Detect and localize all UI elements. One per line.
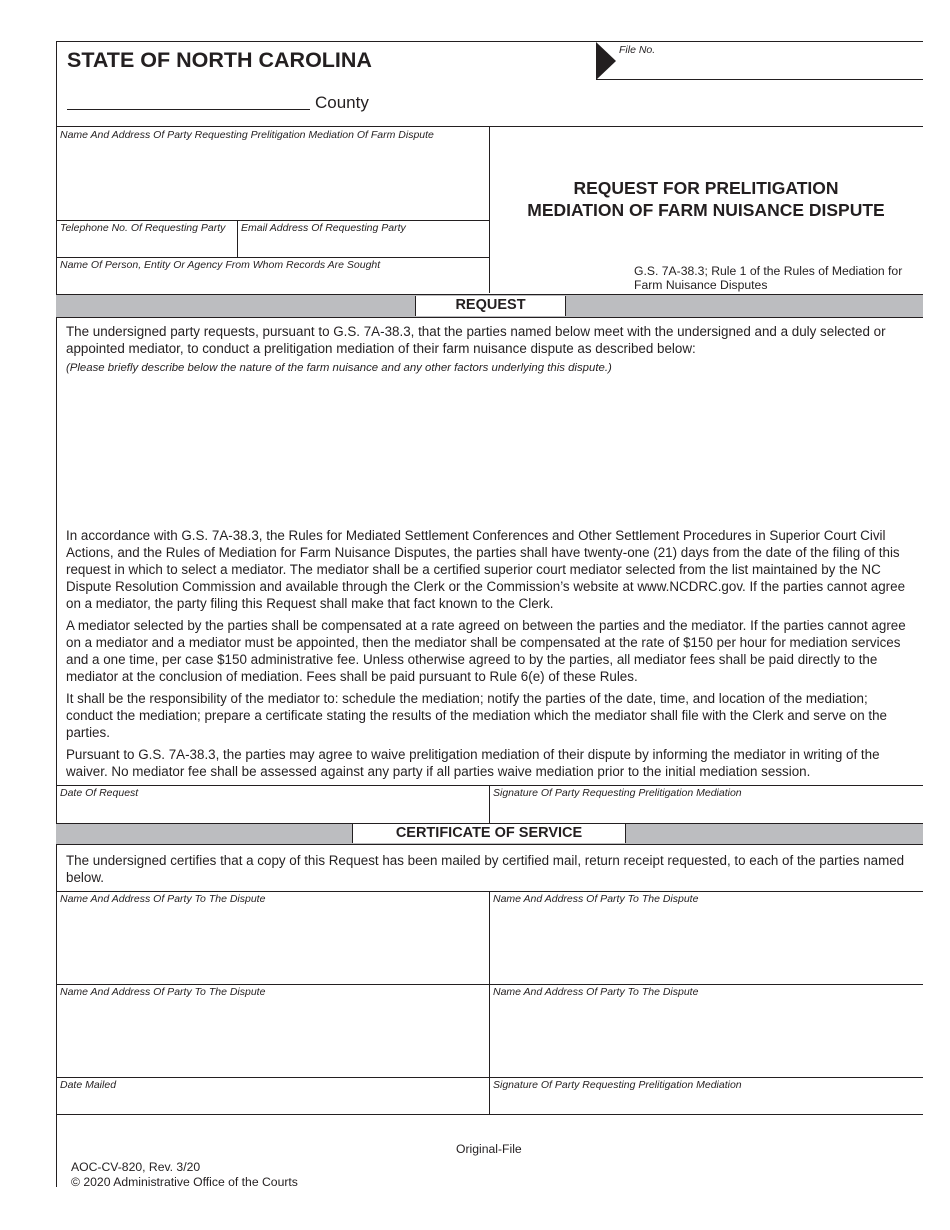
contact-row-top-rule xyxy=(56,220,489,221)
statute-reference-line-2: Farm Nuisance Disputes xyxy=(634,278,768,292)
state-heading: STATE OF NORTH CAROLINA xyxy=(67,48,372,72)
file-number-top-rule xyxy=(601,41,923,42)
parties-middle-rule xyxy=(56,984,923,985)
date-of-request-label: Date Of Request xyxy=(60,787,139,799)
mailed-row-top-rule xyxy=(56,1077,923,1078)
certificate-signature-label: Signature Of Party Requesting Prelitigation Mediation xyxy=(493,1079,742,1091)
file-number-label: File No. xyxy=(619,44,656,56)
request-signature-field[interactable] xyxy=(491,800,921,822)
certificate-signature-field[interactable] xyxy=(491,1092,921,1113)
date-of-request-field[interactable] xyxy=(58,800,488,822)
distribution-note: Original-File xyxy=(456,1142,522,1156)
requesting-party-name-address-label: Name And Address Of Party Requesting Prelitigation Mediation Of Farm Dispute xyxy=(60,129,434,141)
county-underline xyxy=(67,109,310,110)
certificate-intro: The undersigned certifies that a copy of this Request has been mailed by certified mail, return receipt requested, to each of the parties named below. xyxy=(66,853,905,885)
telephone-field[interactable] xyxy=(58,236,236,256)
requesting-party-name-address-field[interactable] xyxy=(58,142,488,219)
file-number-arrow-icon xyxy=(596,42,616,80)
date-mailed-label: Date Mailed xyxy=(60,1079,117,1091)
mediator-selection-paragraph: In accordance with G.S. 7A-38.3, the Rules for Mediated Settlement Conferences and Other Settlement Procedures in Superior Court Civil Actions, and the Rules of Mediation for Farm Nuisance Disputes, the parties shall have twenty-one (21) days from the date of the filing of this request in which to select a mediator. The mediator shall be a certified superior court mediator selected from the list maintained by the NC Dispute Resolution Commission and available through the Clerk or the Commission’s website at www.NCDRC.gov. If the parties cannot agree on a mediator, the party filing this Request shall make that fact known to the Clerk. xyxy=(66,528,906,611)
email-label: Email Address Of Requesting Party xyxy=(241,222,406,234)
statute-reference xyxy=(634,264,902,292)
party-1-label: Name And Address Of Party To The Dispute xyxy=(60,893,266,905)
statute-reference-line-1: G.S. 7A-38.3; Rule 1 of the Rules of Mediation for xyxy=(634,264,903,278)
request-intro: The undersigned party requests, pursuant to G.S. 7A-38.3, that the parties named below meet with the undersigned and a duly selected or appointed mediator, to conduct a prelitigation mediation of their farm nuisance dispute as described below: xyxy=(66,324,886,356)
party-2-field[interactable] xyxy=(491,906,921,983)
file-number-underline xyxy=(596,79,923,80)
mediator-compensation-paragraph: A mediator selected by the parties shall be compensated at a rate agreed on between the parties and the mediator. If the parties cannot agree on a mediator and a mediator must be appointed, then the mediator shall be compensated at the rate of $150 per hour for mediation services and a one time, per case $150 administrative fee. Unless otherwise agreed to by the parties, all mediator fees shall be paid directly to the mediator at the conclusion of mediation. Fees shall be paid pursuant to Rule 6(e) of these Rules. xyxy=(66,618,906,684)
request-signature-label: Signature Of Party Requesting Prelitigation Mediation xyxy=(493,787,742,799)
request-signature-row-divider xyxy=(489,785,490,823)
mediator-responsibility-paragraph: It shall be the responsibility of the mediator to: schedule the mediation; notify the parties of the date, time, and location of the mediation; conduct the mediation; prepare a certificate stating the results of the mediation which the mediator shall file with the Clerk and serve on the parties. xyxy=(66,691,887,740)
copyright-notice: © 2020 Administrative Office of the Courts xyxy=(71,1175,298,1189)
party-4-field[interactable] xyxy=(491,999,921,1076)
county-field[interactable] xyxy=(67,88,310,109)
form-title-line-2: MEDIATION OF FARM NUISANCE DISPUTE xyxy=(527,200,885,220)
form-title xyxy=(490,177,922,221)
frame-left-rule xyxy=(56,41,57,1187)
dispute-description-field[interactable] xyxy=(60,380,920,522)
form-title-line-1: REQUEST FOR PRELITIGATION xyxy=(573,178,839,198)
certificate-heading: CERTIFICATE OF SERVICE xyxy=(352,824,626,843)
date-mailed-field[interactable] xyxy=(58,1092,488,1113)
telephone-label: Telephone No. Of Requesting Party xyxy=(60,222,226,234)
records-source-field[interactable] xyxy=(58,272,488,292)
records-row-top-rule xyxy=(56,257,489,258)
request-heading: REQUEST xyxy=(415,296,566,316)
request-instruction: (Please briefly describe below the nature of the farm nuisance and any other factors underlying this dispute.) xyxy=(66,362,612,374)
party-3-field[interactable] xyxy=(58,999,488,1076)
frame-top-rule xyxy=(56,41,601,42)
form-number: AOC-CV-820, Rev. 3/20 xyxy=(71,1160,201,1174)
party-4-label: Name And Address Of Party To The Dispute xyxy=(493,986,699,998)
contact-row-divider xyxy=(237,220,238,257)
party-2-label: Name And Address Of Party To The Dispute xyxy=(493,893,699,905)
waiver-paragraph: Pursuant to G.S. 7A-38.3, the parties may agree to waive prelitigation mediation of their dispute by informing the mediator in writing of the waiver. No mediator fee shall be assessed against any party if all parties waive mediation prior to the initial mediation session. xyxy=(66,747,880,779)
party-1-field[interactable] xyxy=(58,906,488,983)
party-3-label: Name And Address Of Party To The Dispute xyxy=(60,986,266,998)
parties-divider xyxy=(489,891,490,1114)
mailed-row-bottom-rule xyxy=(56,1114,923,1115)
email-field[interactable] xyxy=(239,236,488,256)
records-source-label: Name Of Person, Entity Or Agency From Whom Records Are Sought xyxy=(60,259,381,271)
county-label: County xyxy=(315,93,369,112)
file-number-field[interactable] xyxy=(619,56,922,78)
